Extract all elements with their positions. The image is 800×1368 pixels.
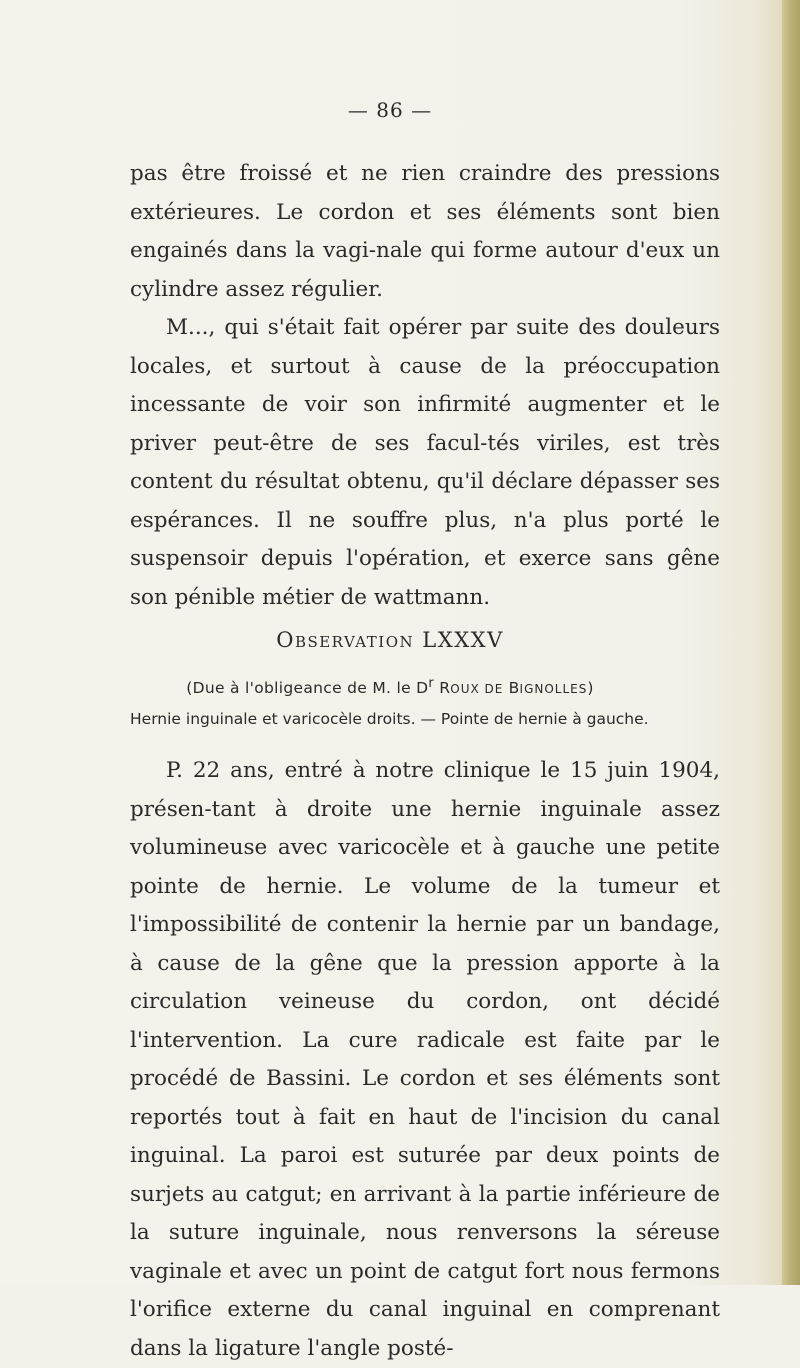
text-block-top — [130, 155, 720, 617]
page-number: — 86 — — [347, 98, 433, 122]
paragraph-2: M..., qui s'était fait opérer par suite des douleurs locales, et surtout à cause de la préoccupation incessante de voir son infirmité augmenter et le priver peut-être de ses facul-tés viriles, est très content du résultat obtenu, qu'il déclare dépasser ses espérances. Il ne souffre plus, n'a plus porté le suspensoir depuis l'opération, et exerce sans gêne son pénible métier de wattmann. — [130, 315, 720, 610]
observation-subtitle: Hernie inguinale et varicocèle droits. — Pointe de hernie à gauche. — [130, 710, 649, 728]
text-block-bottom — [130, 752, 720, 1368]
paragraph-3: P. 22 ans, entré à notre clinique le 15 juin 1904, présen-tant à droite une hernie inguinale assez volumineuse avec varicocèle et à gauche une petite pointe de hernie. Le volume de la tumeur et l'impossibilité de contenir la hernie par un bandage, à cause de la gêne que la pression apporte à la circulation veineuse du cordon, ont décidé l'intervention. La cure radicale est faite par le procédé de Bassini. Le cordon et ses éléments sont reportés tout à fait en haut de l'incision du canal inguinal. La paroi est suturée par deux points de surjets au catgut; en arrivant à la partie inférieure de la suture inguinale, nous renversons la séreuse vaginale et avec un point de catgut fort nous fermons l'orifice externe du canal inguinal en comprenant dans la ligature l'angle posté- — [130, 758, 720, 1361]
observation-title: OBSERVATION LXXXV — [276, 628, 504, 652]
observation-credit: (Due à l'obligeance de M. le $D^r$ ROUX DE BIGNOLLES) — [186, 676, 594, 698]
paragraph-1: pas être froissé et ne rien craindre des pressions extérieures. Le cordon et ses éléments sont bien engainés dans la vagi-nale qui forme autour d'eux un cylindre assez régulier. — [130, 161, 720, 302]
page-edge — [782, 0, 800, 1285]
